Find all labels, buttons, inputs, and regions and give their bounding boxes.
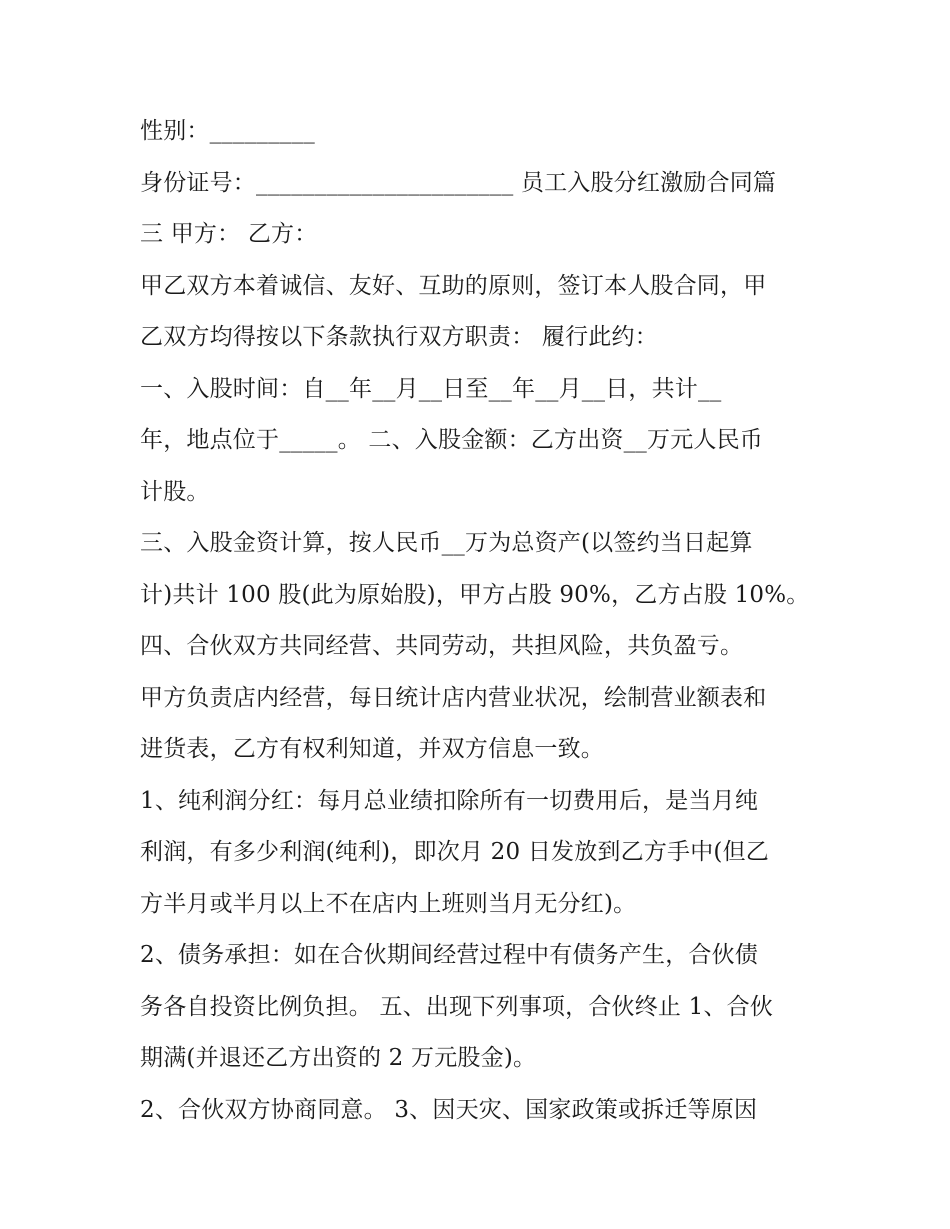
text-line: 进货表，乙方有权利知道，并双方信息一致。	[140, 736, 604, 762]
text-line: 利润，有多少利润(纯利)，即次月 20 日发放到乙方手中(但乙	[140, 839, 770, 865]
document-body	[140, 106, 820, 1136]
text-line: 身份证号：______________________ 员工入股分红激励合同篇	[140, 169, 777, 196]
text-line: 一、入股时间：自__年__月__日至__年__月__日，共计__	[140, 375, 722, 402]
text-line: 甲乙双方本着诚信、友好、互助的原则，签订本人股合同，甲	[140, 272, 767, 299]
text-line: 性别：_________	[140, 118, 315, 144]
text-line: 年，地点位于_____。 二、入股金额：乙方出资__万元人民币	[140, 427, 764, 453]
text-line: 计股。	[140, 478, 210, 505]
text-line: 务各自投资比例负担。 五、出现下列事项，合伙终止 1、合伙	[140, 993, 774, 1020]
text-line: 计)共计 100 股(此为原始股)，甲方占股 90%，乙方占股 10%。	[140, 581, 810, 608]
text-line: 2、债务承担：如在合伙期间经营过程中有债务产生，合伙债	[140, 942, 759, 968]
text-line: 三 甲方： 乙方：	[140, 221, 318, 247]
text-line: 期满(并退还乙方出资的 2 万元股金)。	[140, 1045, 537, 1071]
text-line: 甲方负责店内经营，每日统计店内营业状况，绘制营业额表和	[140, 684, 767, 711]
text-line: 方半月或半月以上不在店内上班则当月无分红)。	[140, 890, 637, 917]
text-line: 四、合伙双方共同经营、共同劳动，共担风险，共负盈亏。	[140, 633, 744, 659]
text-line: 三、入股金资计算，按人民币__万为总资产(以签约当日起算	[140, 530, 753, 556]
text-line: 2、合伙双方协商同意。 3、因天灾、国家政策或拆迁等原因	[140, 1096, 758, 1123]
text-line: 乙双方均得按以下条款执行双方职责： 履行此约：	[140, 324, 658, 350]
text-line: 1、纯利润分红：每月总业绩扣除所有一切费用后，是当月纯	[140, 787, 759, 814]
